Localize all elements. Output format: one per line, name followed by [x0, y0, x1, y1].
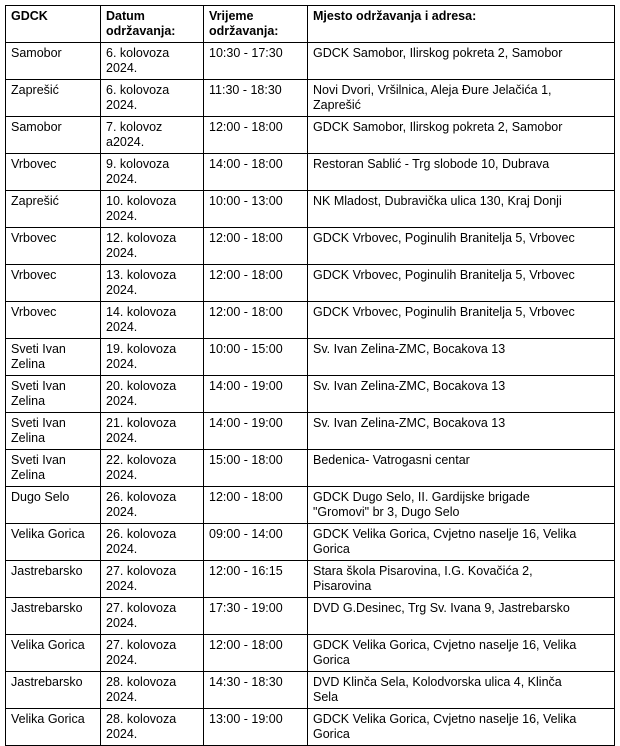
cell-location: GDCK Velika Gorica, Cvjetno naselje 16, Velika Gorica [308, 524, 615, 561]
cell-date: 19. kolovoza 2024. [101, 339, 204, 376]
cell-location: Sv. Ivan Zelina-ZMC, Bocakova 13 [308, 339, 615, 376]
table-row [6, 413, 615, 450]
cell-date: 20. kolovoza 2024. [101, 376, 204, 413]
cell-location: DVD Klinča Sela, Kolodvorska ulica 4, Klinča Sela [308, 672, 615, 709]
cell-location: GDCK Samobor, Ilirskog pokreta 2, Samobor [308, 117, 615, 154]
cell-gdck: Sveti Ivan Zelina [6, 376, 101, 413]
cell-location: GDCK Vrbovec, Poginulih Branitelja 5, Vrbovec [308, 228, 615, 265]
cell-time: 11:30 - 18:30 [204, 80, 308, 117]
table-row [6, 709, 615, 746]
table-row [6, 302, 615, 339]
cell-gdck: Samobor [6, 43, 101, 80]
cell-date: 6. kolovoza 2024. [101, 80, 204, 117]
table-row [6, 117, 615, 154]
cell-gdck: Velika Gorica [6, 709, 101, 746]
cell-gdck: Zaprešić [6, 80, 101, 117]
cell-time: 14:00 - 19:00 [204, 413, 308, 450]
table-row [6, 672, 615, 709]
cell-gdck: Vrbovec [6, 265, 101, 302]
header-gdck: GDCK [6, 6, 101, 43]
table-row [6, 598, 615, 635]
cell-gdck: Sveti Ivan Zelina [6, 450, 101, 487]
table-row [6, 339, 615, 376]
cell-date: 14. kolovoza 2024. [101, 302, 204, 339]
cell-location: Sv. Ivan Zelina-ZMC, Bocakova 13 [308, 376, 615, 413]
cell-date: 21. kolovoza 2024. [101, 413, 204, 450]
cell-gdck: Samobor [6, 117, 101, 154]
cell-time: 12:00 - 18:00 [204, 265, 308, 302]
table-row [6, 376, 615, 413]
table-row [6, 487, 615, 524]
cell-time: 15:00 - 18:00 [204, 450, 308, 487]
cell-location: Bedenica- Vatrogasni centar [308, 450, 615, 487]
table-row [6, 228, 615, 265]
cell-gdck: Zaprešić [6, 191, 101, 228]
cell-location: GDCK Dugo Selo, II. Gardijske brigade "Gromovi" br 3, Dugo Selo [308, 487, 615, 524]
cell-time: 10:00 - 15:00 [204, 339, 308, 376]
cell-date: 26. kolovoza 2024. [101, 524, 204, 561]
table-row [6, 265, 615, 302]
cell-date: 26. kolovoza 2024. [101, 487, 204, 524]
table-row [6, 635, 615, 672]
cell-date: 9. kolovoza 2024. [101, 154, 204, 191]
cell-location: Stara škola Pisarovina, I.G. Kovačića 2, Pisarovina [308, 561, 615, 598]
schedule-table [5, 5, 615, 746]
table-row [6, 561, 615, 598]
cell-location: Sv. Ivan Zelina-ZMC, Bocakova 13 [308, 413, 615, 450]
header-time: Vrijeme održavanja: [204, 6, 308, 43]
cell-date: 27. kolovoza 2024. [101, 635, 204, 672]
cell-gdck: Vrbovec [6, 154, 101, 191]
cell-location: GDCK Velika Gorica, Cvjetno naselje 16, Velika Gorica [308, 709, 615, 746]
cell-date: 28. kolovoza 2024. [101, 672, 204, 709]
cell-location: Novi Dvori, Vršilnica, Aleja Đure Jelačića 1, Zaprešić [308, 80, 615, 117]
cell-gdck: Jastrebarsko [6, 672, 101, 709]
cell-date: 27. kolovoza 2024. [101, 598, 204, 635]
cell-time: 12:00 - 16:15 [204, 561, 308, 598]
cell-time: 09:00 - 14:00 [204, 524, 308, 561]
cell-gdck: Jastrebarsko [6, 598, 101, 635]
cell-location: GDCK Vrbovec, Poginulih Branitelja 5, Vrbovec [308, 302, 615, 339]
header-date: Datum održavanja: [101, 6, 204, 43]
cell-time: 12:00 - 18:00 [204, 117, 308, 154]
cell-time: 17:30 - 19:00 [204, 598, 308, 635]
table-row [6, 154, 615, 191]
cell-date: 7. kolovoz a2024. [101, 117, 204, 154]
cell-location: GDCK Vrbovec, Poginulih Branitelja 5, Vrbovec [308, 265, 615, 302]
cell-time: 12:00 - 18:00 [204, 302, 308, 339]
cell-date: 28. kolovoza 2024. [101, 709, 204, 746]
cell-date: 13. kolovoza 2024. [101, 265, 204, 302]
cell-gdck: Sveti Ivan Zelina [6, 339, 101, 376]
cell-location: NK Mladost, Dubravička ulica 130, Kraj Donji [308, 191, 615, 228]
cell-date: 10. kolovoza 2024. [101, 191, 204, 228]
cell-gdck: Vrbovec [6, 228, 101, 265]
cell-date: 6. kolovoza 2024. [101, 43, 204, 80]
cell-location: Restoran Sablić - Trg slobode 10, Dubrava [308, 154, 615, 191]
table-row [6, 524, 615, 561]
cell-date: 27. kolovoza 2024. [101, 561, 204, 598]
cell-time: 12:00 - 18:00 [204, 635, 308, 672]
cell-gdck: Jastrebarsko [6, 561, 101, 598]
cell-time: 10:30 - 17:30 [204, 43, 308, 80]
cell-gdck: Dugo Selo [6, 487, 101, 524]
cell-gdck: Sveti Ivan Zelina [6, 413, 101, 450]
cell-time: 10:00 - 13:00 [204, 191, 308, 228]
cell-time: 14:00 - 19:00 [204, 376, 308, 413]
table-row [6, 43, 615, 80]
header-location: Mjesto održavanja i adresa: [308, 6, 615, 43]
cell-date: 12. kolovoza 2024. [101, 228, 204, 265]
cell-location: DVD G.Desinec, Trg Sv. Ivana 9, Jastrebarsko [308, 598, 615, 635]
cell-date: 22. kolovoza 2024. [101, 450, 204, 487]
table-row [6, 450, 615, 487]
cell-time: 12:00 - 18:00 [204, 228, 308, 265]
cell-location: GDCK Samobor, Ilirskog pokreta 2, Samobor [308, 43, 615, 80]
cell-time: 14:30 - 18:30 [204, 672, 308, 709]
cell-location: GDCK Velika Gorica, Cvjetno naselje 16, Velika Gorica [308, 635, 615, 672]
cell-time: 13:00 - 19:00 [204, 709, 308, 746]
cell-gdck: Velika Gorica [6, 635, 101, 672]
header-row [6, 6, 615, 43]
table-row [6, 80, 615, 117]
cell-gdck: Velika Gorica [6, 524, 101, 561]
cell-gdck: Vrbovec [6, 302, 101, 339]
table-row [6, 191, 615, 228]
cell-time: 12:00 - 18:00 [204, 487, 308, 524]
cell-time: 14:00 - 18:00 [204, 154, 308, 191]
